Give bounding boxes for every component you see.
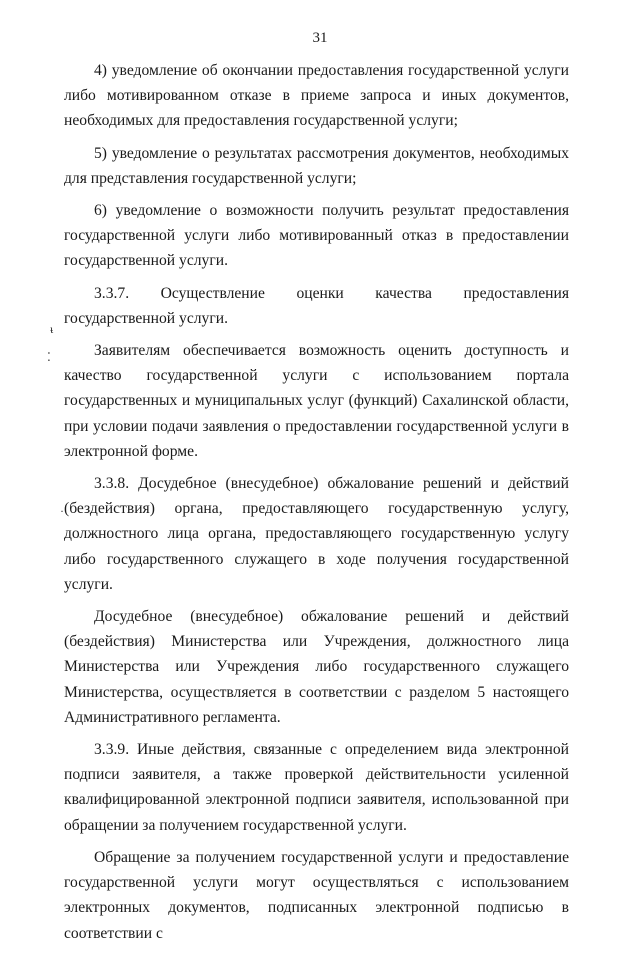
paragraph: Обращение за получением государственной услуги и предоставление государственной услуги могут осуществляться с использованием электронных документов, подписанных электронной подписью в соответствии с <box>64 848 569 942</box>
paragraph: 4) уведомление об окончании предоставления государственной услуги либо мотивированном отказе в приеме запроса и иных документов, необходимых для предоставления государственной услуги; <box>64 62 569 130</box>
margin-mark: ⁚ <box>47 350 51 364</box>
paragraph: Досудебное (внесудебное) обжалование решений и действий (бездействия) Министерства или Учреждения, должностного лица Министерства или Учреждения либо государственного служащего Министерства, осуществляется в соответствии с разделом 5 настоящего Административного регламента. <box>64 608 569 726</box>
section-heading: 3.3.7. Осуществление оценки качества предоставления государственной услуги. <box>64 284 569 327</box>
paragraph: 5) уведомление о результатах рассмотрения документов, необходимых для представления государственной услуги; <box>64 144 569 187</box>
margin-mark: · <box>60 504 64 518</box>
paragraph: Заявителям обеспечивается возможность оценить доступность и качество государственной услуги с использованием портала государственных и муниципальных услуг (функций) Сахалинской области, при условии подачи заявления о предоставлении государственной услуги в электронной форме. <box>64 342 569 460</box>
document-body <box>64 58 569 953</box>
page-number: 31 <box>312 30 328 46</box>
paragraph: 6) уведомление о возможности получить результат предоставления государственной услуги либо мотивированный отказ в предоставлении государственной услуги. <box>64 202 569 270</box>
margin-mark: ᵼ <box>50 322 54 336</box>
section-heading: 3.3.9. Иные действия, связанные с определением вида электронной подписи заявителя, а также проверкой действительности усиленной квалифицированной электронной подписи заявителя, использованной при обращении за получением государственной услуги. <box>64 741 569 834</box>
section-heading: 3.3.8. Досудебное (внесудебное) обжалование решений и действий (бездействия) органа, предоставляющего государственную услугу, должностного лица органа, предоставляющего государственную услугу либо государственного служащего в ходе получения государственной услуги. <box>64 475 569 593</box>
